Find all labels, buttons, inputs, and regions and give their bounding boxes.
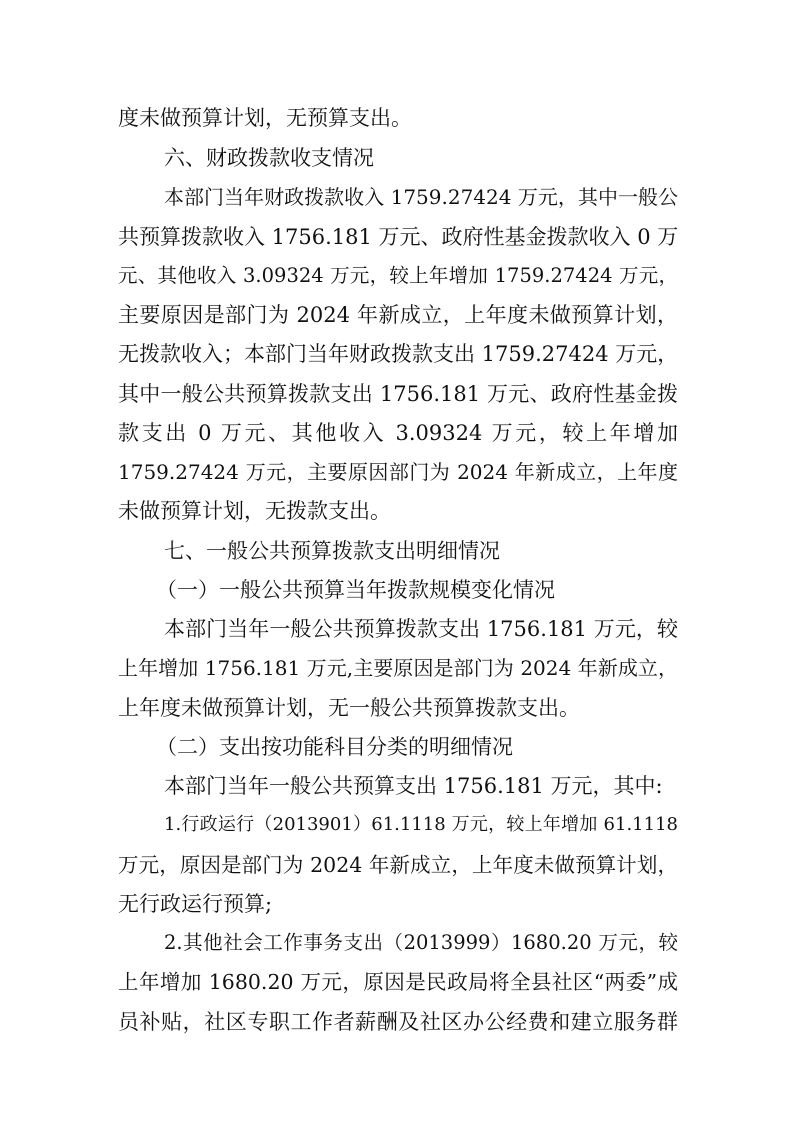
paragraph-line: 员补贴，社区专职工作者薪酬及社区办公经费和建立服务群 — [118, 1010, 678, 1034]
paragraph-line: 本部门当年一般公共预算拨款支出 1756.181 万元，较 — [164, 617, 678, 641]
section-heading: 六、财政拨款收支情况 — [164, 146, 374, 170]
subsection-heading: （一）一般公共预算当年拨款规模变化情况 — [156, 578, 555, 602]
paragraph-line: 未做预算计划，无拨款支出。 — [118, 499, 391, 523]
paragraph-line: 2.其他社会工作事务支出（2013999）1680.20 万元，较 — [164, 931, 678, 954]
paragraph-line: 度未做预算计划，无预算支出。 — [118, 106, 412, 130]
paragraph-line: 款支出 0 万元、其他收入 3.09324 万元，较上年增加 — [118, 421, 678, 445]
paragraph-line: 主要原因是部门为 2024 年新成立，上年度未做预算计划， — [118, 303, 678, 327]
section-heading: 七、一般公共预算拨款支出明细情况 — [164, 539, 500, 563]
paragraph-line: 1759.27424 万元，主要原因部门为 2024 年新成立，上年度 — [118, 460, 678, 484]
paragraph-line: 本部门当年一般公共预算支出 1756.181 万元，其中: — [164, 774, 663, 798]
paragraph-line: 本部门当年财政拨款收入 1759.27424 万元，其中一般公 — [164, 185, 678, 209]
paragraph-line: 无行政运行预算; — [118, 892, 273, 916]
paragraph-line: 上年度未做预算计划，无一般公共预算拨款支出。 — [118, 696, 580, 720]
paragraph-line: 元、其他收入 3.09324 万元，较上年增加 1759.27424 万元， — [118, 264, 678, 287]
paragraph-line: 其中一般公共预算拨款支出 1756.181 万元、政府性基金拨 — [118, 382, 678, 406]
subsection-heading: （二）支出按功能科目分类的明细情况 — [156, 735, 513, 759]
paragraph-line: 无拨款收入；本部门当年财政拨款支出 1759.27424 万元， — [118, 342, 678, 366]
paragraph-line: 上年增加 1756.181 万元,主要原因是部门为 2024 年新成立， — [118, 656, 678, 680]
paragraph-line: 上年增加 1680.20 万元，原因是民政局将全县社区“两委”成 — [118, 970, 678, 994]
paragraph-line: 1.行政运行（2013901）61.1118 万元，较上年增加 61.1118 — [164, 814, 678, 835]
paragraph-line: 共预算拨款收入 1756.181 万元、政府性基金拨款收入 0 万 — [118, 225, 678, 249]
paragraph-line: 万元，原因是部门为 2024 年新成立，上年度未做预算计划， — [118, 853, 678, 877]
